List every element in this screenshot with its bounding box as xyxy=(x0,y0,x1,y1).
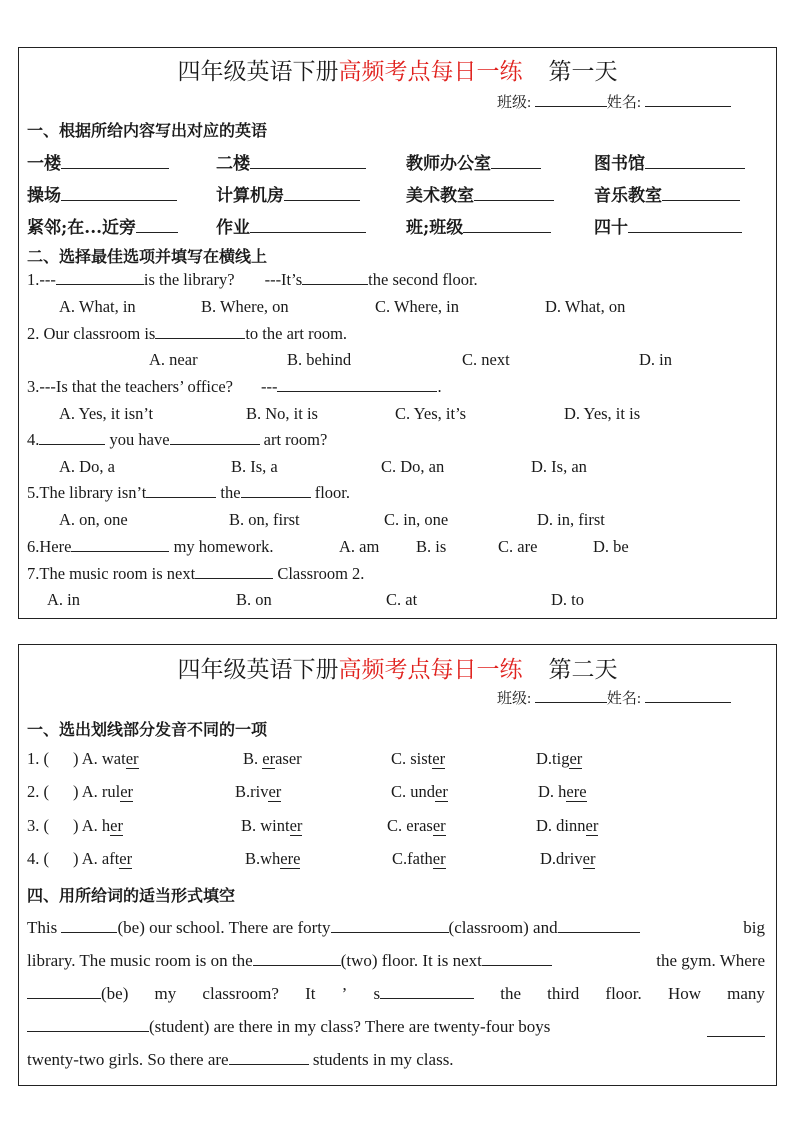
question-6: 6.Here my homework. xyxy=(27,537,274,556)
option[interactable]: B. on, first xyxy=(229,510,300,529)
option[interactable]: C. at xyxy=(386,590,418,609)
word-item: 紧邻;在...近旁 xyxy=(27,213,178,238)
option[interactable]: C. are xyxy=(498,537,538,556)
phonics-row: 4. ( ) A. after xyxy=(27,849,133,868)
worksheet-day2 xyxy=(18,644,777,1086)
option[interactable]: A. in xyxy=(47,590,80,609)
phonics-option[interactable]: D.driver xyxy=(540,849,596,868)
question-3: 3.---Is that the teachers’ office? --- . xyxy=(27,377,442,396)
answer-blank[interactable] xyxy=(491,154,541,169)
name-label: 姓名: xyxy=(606,691,642,707)
question-7: 7.The music room is next Classroom 2. xyxy=(27,564,365,583)
section-heading: 一、选出划线部分发音不同的一项 xyxy=(27,720,268,739)
option[interactable]: B. on xyxy=(236,590,272,609)
option[interactable]: D. in, first xyxy=(537,510,605,529)
option[interactable]: C. Where, in xyxy=(375,297,460,316)
word-item: 图书馆 xyxy=(594,149,745,174)
class-label: 班级: xyxy=(497,691,532,707)
title-red: 高频考点每日一练 xyxy=(338,657,523,682)
answer-blank[interactable] xyxy=(170,430,260,445)
option[interactable]: B. Is, a xyxy=(231,457,278,476)
word-item: 一楼 xyxy=(27,149,169,174)
title-black: 四年级英语下册 xyxy=(177,59,339,84)
answer-blank[interactable] xyxy=(250,154,366,169)
option[interactable]: D. be xyxy=(593,537,629,556)
fill-in-paragraph xyxy=(27,911,765,1076)
answer-blank[interactable] xyxy=(277,377,437,392)
title-red: 高频考点每日一练 xyxy=(338,59,523,84)
answer-blank[interactable] xyxy=(56,270,144,285)
question-1: 1.--- is the library? ---It’s the second floor. xyxy=(27,270,478,289)
answer-blank[interactable] xyxy=(136,218,178,233)
phonics-option[interactable]: B.where xyxy=(245,849,301,868)
class-name-line xyxy=(497,91,731,112)
title-black: 四年级英语下册 xyxy=(177,657,339,682)
option[interactable]: C. Do, an xyxy=(381,457,445,476)
phonics-option[interactable]: D. here xyxy=(538,782,587,801)
phonics-row: 1. ( ) A. water xyxy=(27,749,139,768)
answer-blank[interactable] xyxy=(628,218,742,233)
paragraph-line: library. The music room is on the (two) floor. It is next the gym. Where xyxy=(27,951,765,970)
answer-blank[interactable] xyxy=(662,186,740,201)
answer-blank[interactable] xyxy=(250,218,366,233)
answer-blank[interactable] xyxy=(195,564,273,579)
phonics-option[interactable]: B.river xyxy=(235,782,282,801)
option[interactable]: D. to xyxy=(551,590,584,609)
paragraph-line: (be) my classroom? It ’ s the third floor. How many xyxy=(27,977,765,1010)
option[interactable]: D. What, on xyxy=(545,297,626,316)
title-day2 xyxy=(19,651,776,684)
phonics-option[interactable]: C.father xyxy=(392,849,446,868)
question-5: 5.The library isn’t the floor. xyxy=(27,483,351,502)
word-item: 作业 xyxy=(216,213,366,238)
answer-blank[interactable] xyxy=(302,270,368,285)
phonics-row: 2. ( ) A. ruler xyxy=(27,782,134,801)
phonics-option[interactable]: D.tiger xyxy=(536,749,583,768)
question-4: 4. you have art room? xyxy=(27,430,328,449)
word-item: 计算机房 xyxy=(216,181,360,206)
paragraph-line: (student) are there in my class? There are twenty-four boys xyxy=(27,1010,765,1043)
phonics-option[interactable]: B. eraser xyxy=(243,749,302,768)
answer-blank[interactable] xyxy=(241,483,311,498)
answer-blank[interactable] xyxy=(707,1023,765,1037)
section-heading: 二、选择最佳选项并填写在横线上 xyxy=(27,247,268,266)
option[interactable]: A. on, one xyxy=(59,510,128,529)
name-label: 姓名: xyxy=(606,95,642,111)
class-label: 班级: xyxy=(497,95,532,111)
answer-blank[interactable] xyxy=(39,430,105,445)
answer-blank[interactable] xyxy=(463,218,551,233)
option[interactable]: D. in xyxy=(639,350,672,369)
word-item: 音乐教室 xyxy=(594,181,740,206)
phonics-option[interactable]: C. under xyxy=(391,782,448,801)
phonics-option[interactable]: C. sister xyxy=(391,749,446,768)
answer-blank[interactable] xyxy=(229,1051,309,1065)
answer-blank[interactable] xyxy=(61,919,117,933)
name-blank[interactable] xyxy=(645,92,731,107)
word-item: 班;班级 xyxy=(406,213,551,238)
phonics-option[interactable]: B. winter xyxy=(241,816,303,835)
section-heading: 四、用所给词的适当形式填空 xyxy=(27,886,236,905)
option[interactable]: A. Yes, it isn’t xyxy=(59,404,154,423)
class-name-line xyxy=(497,687,731,708)
answer-blank[interactable] xyxy=(253,952,341,966)
answer-blank[interactable] xyxy=(331,919,449,933)
title-day: 第一天 xyxy=(548,59,618,84)
paragraph-line: twenty-two girls. So there are students in my class. xyxy=(27,1050,454,1069)
answer-blank[interactable] xyxy=(155,324,245,339)
option[interactable]: A. Do, a xyxy=(59,457,115,476)
title-day1 xyxy=(19,53,776,86)
option[interactable]: D. Is, an xyxy=(531,457,587,476)
answer-blank[interactable] xyxy=(61,186,177,201)
phonics-option[interactable]: C. eraser xyxy=(387,816,446,835)
class-blank[interactable] xyxy=(535,92,607,107)
option[interactable]: A. What, in xyxy=(59,297,136,316)
word-item: 四十 xyxy=(594,213,742,238)
option[interactable]: C. next xyxy=(462,350,510,369)
phonics-option[interactable]: D. dinner xyxy=(536,816,599,835)
paragraph-line: This (be) our school. There are forty (classroom) and big xyxy=(27,918,765,937)
option[interactable]: B. is xyxy=(416,537,447,556)
name-blank[interactable] xyxy=(645,688,731,703)
class-blank[interactable] xyxy=(535,688,607,703)
word-item: 美术教室 xyxy=(406,181,554,206)
answer-blank[interactable] xyxy=(482,952,552,966)
answer-blank[interactable] xyxy=(474,186,554,201)
answer-blank[interactable] xyxy=(27,985,101,999)
title-day: 第二天 xyxy=(548,657,618,682)
option[interactable]: B. behind xyxy=(287,350,352,369)
word-item: 教师办公室 xyxy=(406,149,541,174)
section-heading: 一、根据所给内容写出对应的英语 xyxy=(27,121,268,140)
option[interactable]: C. in, one xyxy=(384,510,449,529)
option[interactable]: D. Yes, it is xyxy=(564,404,641,423)
option[interactable]: C. Yes, it’s xyxy=(395,404,467,423)
answer-blank[interactable] xyxy=(27,1018,149,1032)
phonics-row: 3. ( ) A. her xyxy=(27,816,123,835)
answer-blank[interactable] xyxy=(146,483,216,498)
option[interactable]: A. am xyxy=(339,537,380,556)
answer-blank[interactable] xyxy=(284,186,360,201)
answer-blank[interactable] xyxy=(61,154,169,169)
option[interactable]: A. near xyxy=(149,350,198,369)
answer-blank[interactable] xyxy=(645,154,745,169)
answer-blank[interactable] xyxy=(380,985,474,999)
option[interactable]: B. No, it is xyxy=(246,404,318,423)
worksheet-day1 xyxy=(18,47,777,619)
question-2: 2. Our classroom is to the art room. xyxy=(27,324,348,343)
option[interactable]: B. Where, on xyxy=(201,297,289,316)
word-item: 二楼 xyxy=(216,149,366,174)
answer-blank[interactable] xyxy=(558,919,640,933)
word-item: 操场 xyxy=(27,181,177,206)
answer-blank[interactable] xyxy=(71,537,169,552)
